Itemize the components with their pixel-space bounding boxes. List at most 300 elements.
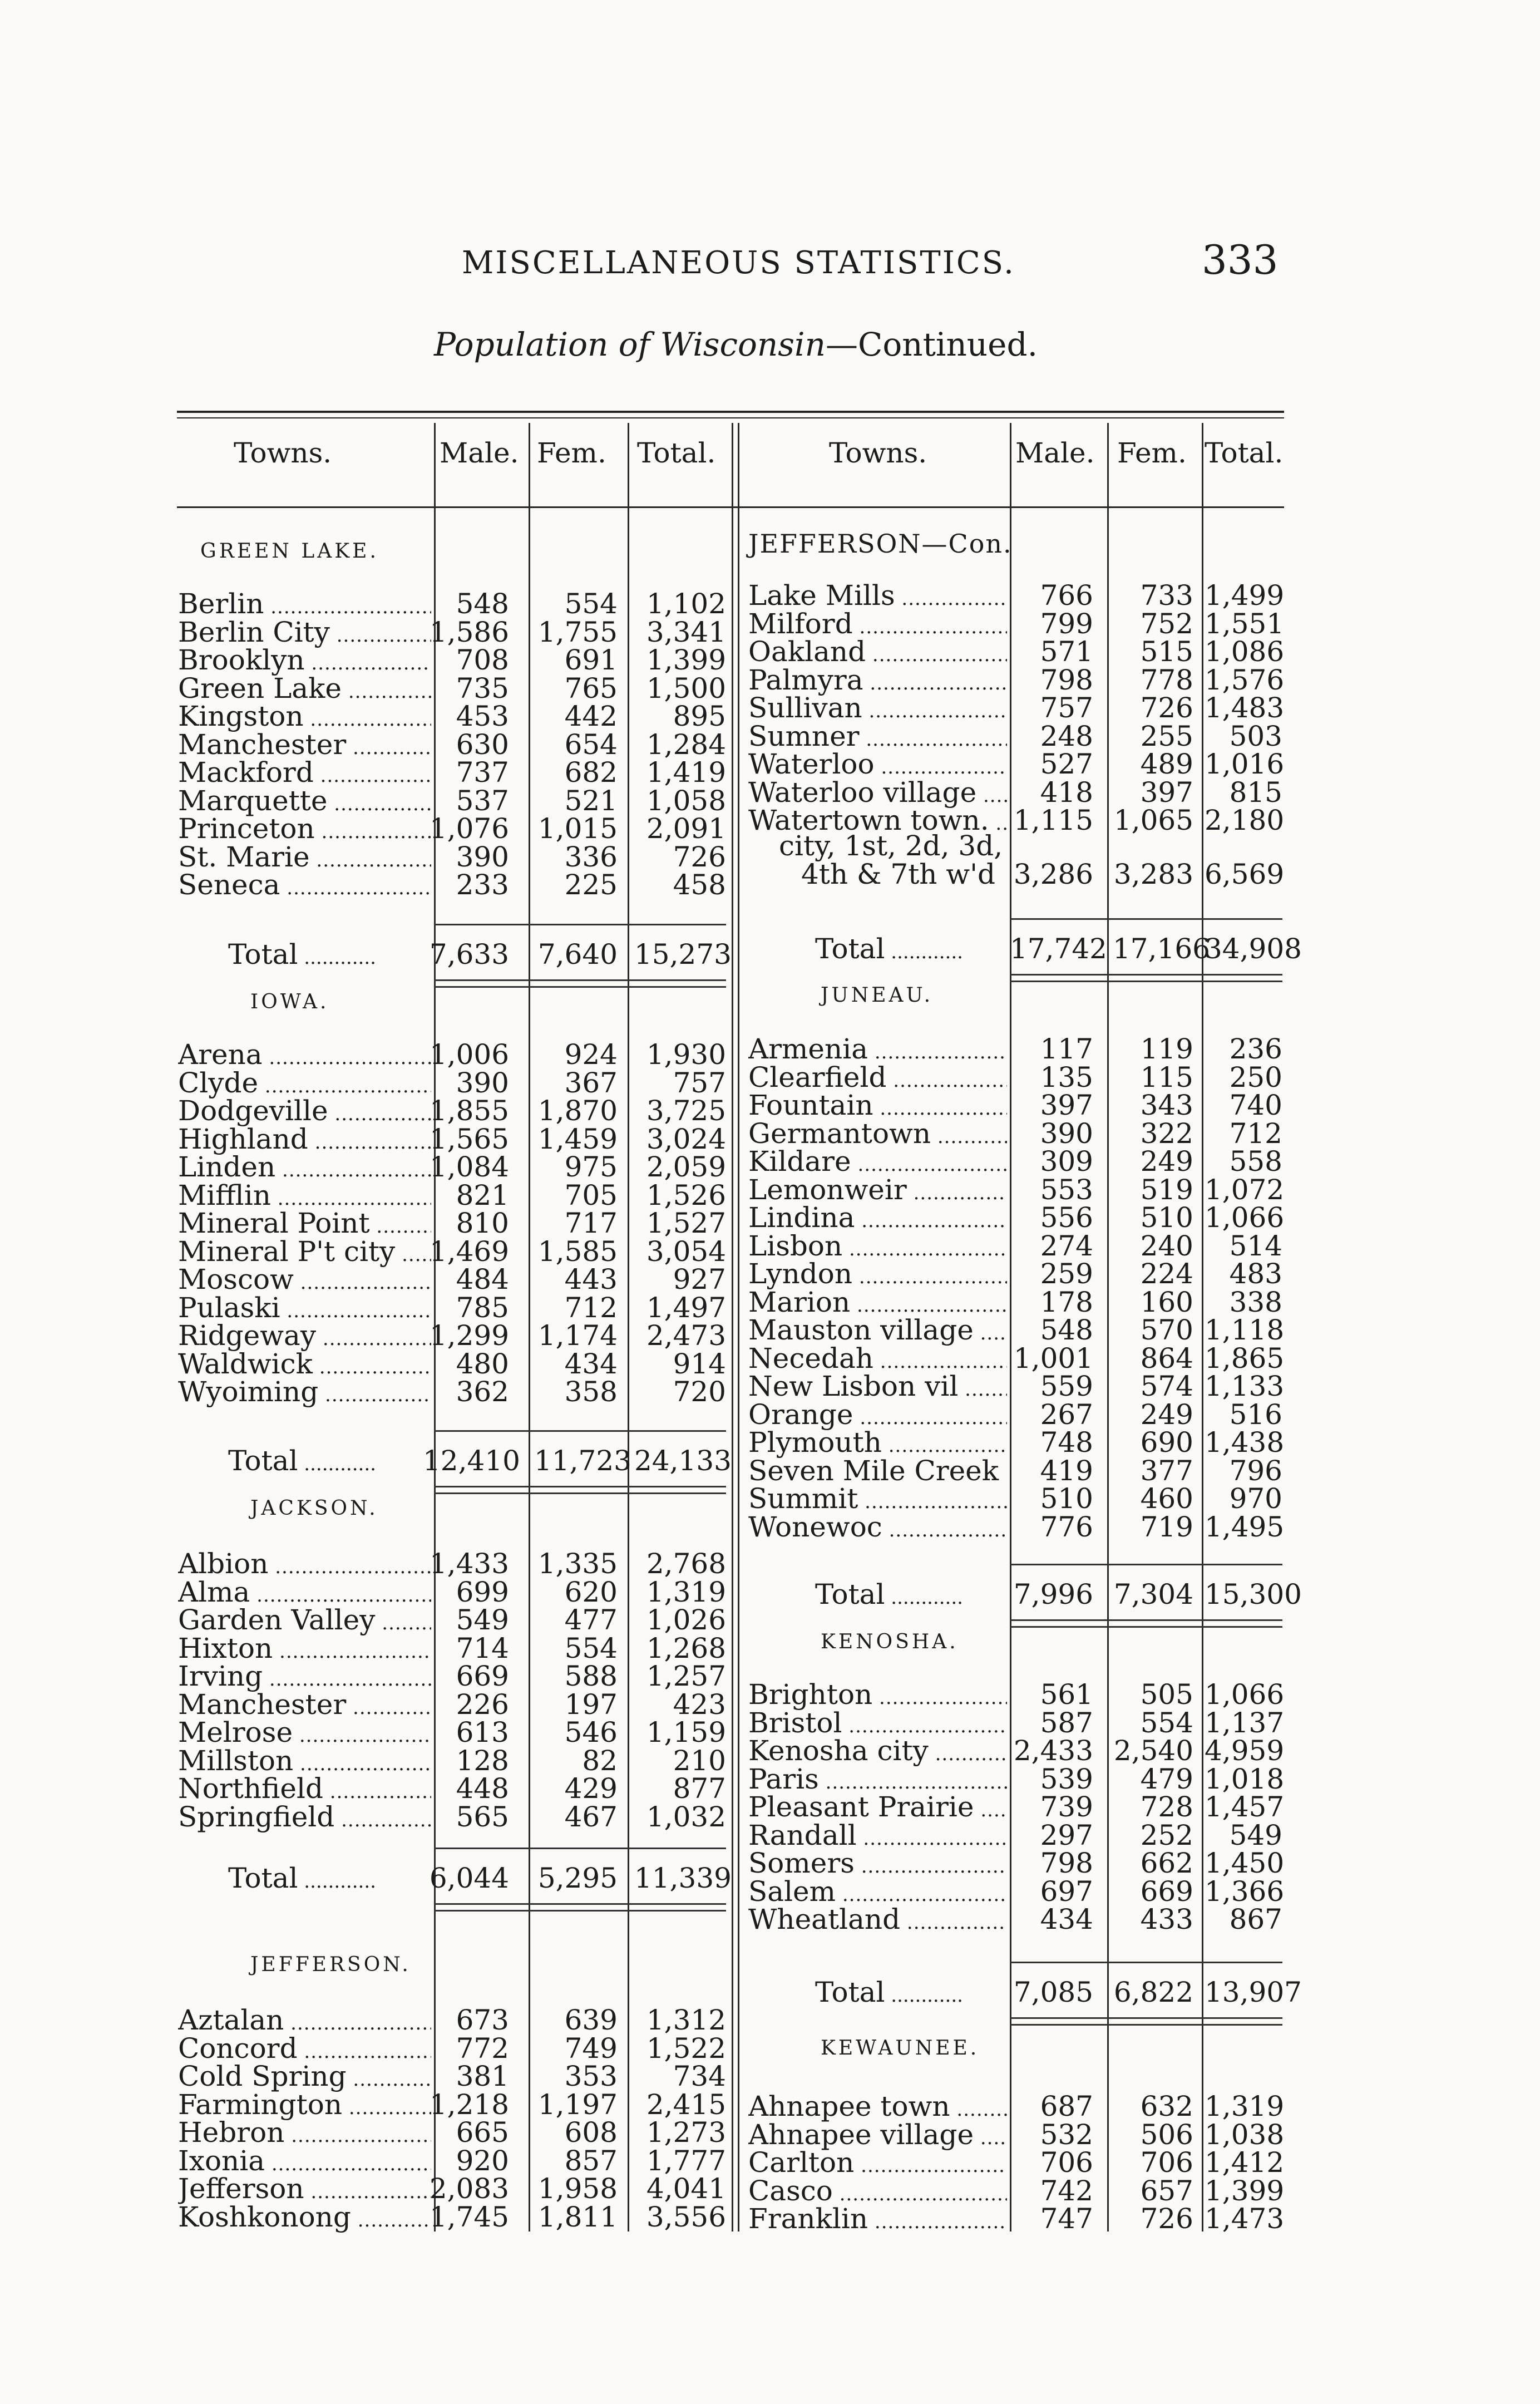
town-name: Manchester ..... bbox=[178, 731, 431, 762]
male-count: 548 bbox=[1040, 1314, 1093, 1346]
center-rule bbox=[738, 423, 739, 2231]
town-name: Necedah ..... bbox=[748, 1344, 1007, 1376]
table-row bbox=[748, 804, 1285, 836]
total-count: 1,268 bbox=[646, 1632, 726, 1664]
table-row bbox=[178, 1209, 726, 1237]
total-count: 514 bbox=[1229, 1229, 1282, 1262]
table-row bbox=[748, 748, 1285, 780]
table-row bbox=[748, 1510, 1285, 1543]
female-count: 717 bbox=[564, 1207, 618, 1239]
table-row bbox=[748, 1117, 1282, 1150]
female-count: 336 bbox=[564, 840, 618, 873]
female-count: 1,870 bbox=[537, 1095, 618, 1127]
town-name: Melrose ..... bbox=[178, 1718, 431, 1750]
male-count: 259 bbox=[1040, 1258, 1093, 1290]
town-name: Lindina ..... bbox=[748, 1204, 1007, 1235]
female-count: 2,540 bbox=[1113, 1735, 1193, 1767]
male-count: 233 bbox=[456, 869, 509, 901]
town-name: Brighton ..... bbox=[748, 1681, 1007, 1712]
town-name: Somers ..... bbox=[748, 1849, 1007, 1880]
table-row bbox=[178, 1800, 726, 1833]
total-count: 1,483 bbox=[1205, 692, 1285, 724]
total-count: 3,024 bbox=[646, 1122, 726, 1155]
town-name: Farmington ..... bbox=[178, 2091, 431, 2122]
col-head-male-right: Male. bbox=[1015, 437, 1095, 469]
table-row bbox=[178, 812, 726, 845]
total-count: 1,118 bbox=[1205, 1314, 1285, 1346]
total-count: 1,930 bbox=[646, 1038, 726, 1071]
town-name: New Lisbon vil ..... bbox=[748, 1372, 1007, 1403]
male-count: 553 bbox=[1040, 1173, 1093, 1206]
female-count: 608 bbox=[564, 2116, 618, 2149]
female-count: 726 bbox=[1140, 2203, 1193, 2235]
total-count: 2,091 bbox=[646, 812, 726, 845]
total-count: 1,026 bbox=[646, 1604, 726, 1636]
town-name: Armenia ..... bbox=[748, 1035, 1007, 1066]
section-heading: GREEN LAKE. bbox=[200, 540, 379, 563]
table-row bbox=[748, 776, 1282, 809]
total-count: 250 bbox=[1229, 1061, 1282, 1093]
table-row bbox=[178, 2062, 726, 2090]
total-count: 558 bbox=[1229, 1145, 1282, 1178]
total-row bbox=[748, 1976, 1302, 2008]
table-row bbox=[178, 1347, 726, 1380]
town-name: Princeton ..... bbox=[178, 815, 431, 846]
table-row bbox=[178, 646, 726, 674]
male-count: 248 bbox=[1040, 720, 1093, 752]
grand-total: 13,907 bbox=[1205, 1976, 1302, 2008]
total-count: 757 bbox=[673, 1066, 726, 1099]
total-count: 1,438 bbox=[1205, 1426, 1285, 1459]
male-count: 274 bbox=[1040, 1229, 1093, 1262]
male-count: 748 bbox=[1040, 1426, 1093, 1459]
table-row bbox=[748, 1905, 1282, 1933]
town-name: Concord ..... bbox=[178, 2034, 431, 2066]
male-count: 571 bbox=[1040, 636, 1093, 668]
left-column-panel bbox=[178, 0, 732, 2404]
female-count: 249 bbox=[1140, 1145, 1193, 1178]
town-name: Waterloo ..... bbox=[748, 750, 1007, 781]
town-name: Cold Spring ..... bbox=[178, 2062, 431, 2093]
town-name: Paris ..... bbox=[748, 1765, 1007, 1796]
male-count: 135 bbox=[1040, 1061, 1093, 1093]
male-count: 128 bbox=[456, 1744, 509, 1777]
total-count: 1,777 bbox=[646, 2144, 726, 2177]
town-name: Sumner ..... bbox=[748, 722, 1007, 753]
table-row bbox=[178, 1606, 726, 1634]
male-count: 362 bbox=[456, 1376, 509, 1408]
male-count: 2,083 bbox=[429, 2173, 509, 2205]
female-count: 632 bbox=[1140, 2090, 1193, 2122]
total-count: 1,284 bbox=[646, 728, 726, 761]
female-count: 712 bbox=[564, 1291, 618, 1324]
section-heading: JUNEAU. bbox=[821, 984, 934, 1007]
table-row bbox=[748, 858, 1285, 890]
female-count: 505 bbox=[1140, 1678, 1193, 1711]
center-rule bbox=[732, 423, 733, 2231]
total-count: 1,399 bbox=[646, 644, 726, 676]
male-count: 1,855 bbox=[429, 1095, 509, 1127]
female-count: 353 bbox=[564, 2060, 618, 2092]
female-count: 467 bbox=[564, 1800, 618, 1833]
male-count: 117 bbox=[1040, 1033, 1093, 1065]
male-count: 1,218 bbox=[429, 2088, 509, 2121]
male-count: 1,433 bbox=[429, 1548, 509, 1580]
total-count: 1,273 bbox=[646, 2116, 726, 2149]
female-count: 554 bbox=[564, 1632, 618, 1664]
female-count: 691 bbox=[564, 644, 618, 676]
male-count: 798 bbox=[1040, 663, 1093, 696]
town-name: Berlin City ..... bbox=[178, 618, 431, 649]
male-count: 739 bbox=[1040, 1791, 1093, 1823]
table-row bbox=[178, 1378, 726, 1406]
female-count: 719 bbox=[1140, 1510, 1193, 1543]
total-count: 4,959 bbox=[1205, 1735, 1285, 1767]
total-row bbox=[178, 938, 732, 971]
table-row bbox=[178, 672, 726, 705]
male-count: 390 bbox=[456, 1066, 509, 1099]
town-name: Wonewoc ..... bbox=[748, 1513, 1007, 1544]
total-label: Total ..... bbox=[815, 1978, 963, 2009]
town-name: Mifflin ..... bbox=[178, 1181, 431, 1213]
female-count: 515 bbox=[1140, 636, 1193, 668]
total-count: 734 bbox=[673, 2060, 726, 2092]
female-count: 975 bbox=[564, 1151, 618, 1183]
double-rule bbox=[434, 1910, 726, 1912]
female-count: 570 bbox=[1140, 1314, 1193, 1346]
male-total: 6,044 bbox=[429, 1862, 509, 1894]
town-name: Ridgeway ..... bbox=[178, 1322, 431, 1353]
male-count: 532 bbox=[1040, 2118, 1093, 2151]
table-row bbox=[178, 615, 726, 648]
male-count: 448 bbox=[456, 1772, 509, 1805]
town-name: Jefferson ..... bbox=[178, 2175, 431, 2206]
table-row bbox=[178, 1319, 726, 1352]
female-count: 252 bbox=[1140, 1819, 1193, 1851]
town-name: Garden Valley ..... bbox=[178, 1606, 431, 1637]
total-count: 2,415 bbox=[646, 2088, 726, 2121]
town-name: Salem ..... bbox=[748, 1878, 1007, 1909]
male-total: 7,633 bbox=[429, 938, 509, 971]
total-count: 210 bbox=[673, 1744, 726, 1777]
town-name: Green Lake ..... bbox=[178, 674, 431, 706]
male-count: 390 bbox=[1040, 1117, 1093, 1150]
female-count: 1,585 bbox=[537, 1235, 618, 1268]
male-count: 1,565 bbox=[429, 1122, 509, 1155]
table-row bbox=[748, 2090, 1285, 2122]
table-row bbox=[178, 1772, 726, 1805]
town-name: Northfield ..... bbox=[178, 1775, 431, 1806]
section-heading: JEFFERSON—Con. bbox=[748, 529, 1013, 559]
male-total: 17,742 bbox=[1010, 933, 1107, 965]
town-name: Lisbon ..... bbox=[748, 1232, 1007, 1263]
town-name: Marquette ..... bbox=[178, 787, 431, 818]
male-count: 1,084 bbox=[429, 1151, 509, 1183]
total-count: 1,865 bbox=[1205, 1342, 1285, 1375]
col-head-fem-left: Fem. bbox=[537, 437, 606, 469]
total-count: 1,072 bbox=[1205, 1173, 1285, 1206]
double-rule bbox=[1010, 981, 1282, 982]
female-count: 442 bbox=[564, 700, 618, 732]
female-count: 639 bbox=[564, 2004, 618, 2036]
town-name: Clearfield ..... bbox=[748, 1063, 1007, 1095]
total-count: 1,551 bbox=[1205, 607, 1285, 640]
town-name: Franklin ..... bbox=[748, 2205, 1007, 2236]
table-row bbox=[178, 2032, 726, 2065]
town-name: Alma ..... bbox=[178, 1578, 431, 1609]
total-label: Total ..... bbox=[228, 1864, 376, 1895]
female-count: 460 bbox=[1140, 1482, 1193, 1515]
total-count: 720 bbox=[673, 1376, 726, 1408]
total-count: 6,569 bbox=[1205, 858, 1285, 890]
table-row bbox=[748, 692, 1285, 724]
female-count: 255 bbox=[1140, 720, 1193, 752]
male-count: 613 bbox=[456, 1716, 509, 1748]
female-count: 1,335 bbox=[537, 1548, 618, 1580]
total-count: 516 bbox=[1229, 1398, 1282, 1431]
table-row bbox=[748, 722, 1282, 750]
total-count: 1,457 bbox=[1205, 1791, 1285, 1823]
table-row bbox=[178, 2116, 726, 2149]
female-count: 343 bbox=[1140, 1089, 1193, 1121]
female-count: 3,283 bbox=[1113, 858, 1193, 890]
total-count: 726 bbox=[673, 840, 726, 873]
town-name: Seven Mile Creek ..... bbox=[748, 1457, 1007, 1488]
table-row bbox=[178, 1097, 726, 1125]
town-name: Kingston ..... bbox=[178, 702, 431, 733]
male-count: 556 bbox=[1040, 1201, 1093, 1234]
grand-total: 34,908 bbox=[1205, 933, 1302, 965]
town-name: Mineral P't city ..... bbox=[178, 1238, 431, 1269]
town-name: Clyde ..... bbox=[178, 1069, 431, 1100]
male-count: 484 bbox=[456, 1263, 509, 1295]
town-name: Moscow ..... bbox=[178, 1265, 431, 1297]
total-count: 236 bbox=[1229, 1033, 1282, 1065]
double-rule bbox=[1010, 974, 1282, 976]
town-name: Waldwick ..... bbox=[178, 1350, 431, 1381]
male-count: 390 bbox=[456, 840, 509, 873]
town-name: Plymouth ..... bbox=[748, 1428, 1007, 1460]
table-row bbox=[178, 1718, 726, 1746]
double-rule bbox=[1010, 1619, 1282, 1621]
town-name: Casco ..... bbox=[748, 2177, 1007, 2208]
table-row bbox=[178, 1122, 726, 1155]
female-count: 160 bbox=[1140, 1285, 1193, 1318]
town-name: St. Marie ..... bbox=[178, 843, 431, 874]
female-count: 728 bbox=[1140, 1791, 1193, 1823]
town-name: Pleasant Prairie ..... bbox=[748, 1793, 1007, 1824]
table-row bbox=[748, 607, 1285, 640]
female-total: 7,640 bbox=[537, 938, 618, 971]
total-count: 1,366 bbox=[1205, 1875, 1285, 1908]
total-row bbox=[178, 1445, 732, 1477]
town-name: Berlin ..... bbox=[178, 590, 431, 621]
female-count: 1,015 bbox=[537, 812, 618, 845]
total-count: 1,312 bbox=[646, 2004, 726, 2036]
total-count: 3,556 bbox=[646, 2200, 726, 2233]
town-name: Randall ..... bbox=[748, 1821, 1007, 1853]
total-count: 3,054 bbox=[646, 1235, 726, 1268]
town-name: Orange ..... bbox=[748, 1401, 1007, 1432]
female-count: 521 bbox=[564, 784, 618, 817]
male-count: 539 bbox=[1040, 1762, 1093, 1795]
total-count: 2,473 bbox=[646, 1319, 726, 1352]
total-count: 1,450 bbox=[1205, 1847, 1285, 1879]
town-name: Lake Mills ..... bbox=[748, 582, 1007, 613]
table-row bbox=[178, 871, 726, 899]
table-row bbox=[748, 1342, 1285, 1375]
male-count: 742 bbox=[1040, 2174, 1093, 2207]
female-count: 519 bbox=[1140, 1173, 1193, 1206]
female-count: 1,197 bbox=[537, 2088, 618, 2121]
male-count: 561 bbox=[1040, 1678, 1093, 1711]
table-row bbox=[178, 756, 726, 789]
total-count: 1,399 bbox=[1205, 2174, 1285, 2207]
table-row bbox=[748, 1847, 1285, 1879]
female-count: 924 bbox=[564, 1038, 618, 1071]
male-count: 297 bbox=[1040, 1819, 1093, 1851]
male-count: 776 bbox=[1040, 1510, 1093, 1543]
male-count: 785 bbox=[456, 1291, 509, 1324]
town-name: Waterloo village ..... bbox=[748, 779, 1007, 810]
running-header: MISCELLANEOUS STATISTICS. bbox=[462, 245, 1015, 281]
sum-rule bbox=[1010, 1564, 1282, 1565]
female-count: 429 bbox=[564, 1772, 618, 1805]
table-row bbox=[178, 1744, 726, 1777]
female-count: 1,811 bbox=[537, 2200, 618, 2233]
table-row bbox=[178, 590, 726, 618]
total-count: 549 bbox=[1229, 1819, 1282, 1851]
female-count: 82 bbox=[582, 1744, 618, 1777]
male-count: 687 bbox=[1040, 2090, 1093, 2122]
total-row bbox=[748, 933, 1302, 965]
caption-italic: Population of Wisconsin bbox=[434, 326, 826, 363]
total-count: 1,473 bbox=[1205, 2203, 1285, 2235]
female-count: 249 bbox=[1140, 1398, 1193, 1431]
table-row bbox=[748, 636, 1285, 668]
sum-rule bbox=[1010, 1962, 1282, 1963]
town-name: Fountain ..... bbox=[748, 1091, 1007, 1122]
town-name: Carlton ..... bbox=[748, 2149, 1007, 2180]
total-count: 3,341 bbox=[646, 615, 726, 648]
total-count: 338 bbox=[1229, 1285, 1282, 1318]
female-count: 397 bbox=[1140, 776, 1193, 809]
col-head-towns-left: Towns. bbox=[234, 437, 332, 469]
female-count: 726 bbox=[1140, 692, 1193, 724]
female-count: 510 bbox=[1140, 1201, 1193, 1234]
section-heading: JACKSON. bbox=[250, 1497, 378, 1520]
total-count: 1,137 bbox=[1205, 1706, 1285, 1739]
female-count: 706 bbox=[1140, 2146, 1193, 2179]
male-count: 549 bbox=[456, 1604, 509, 1636]
female-count: 657 bbox=[1140, 2174, 1193, 2207]
total-count: 503 bbox=[1229, 720, 1282, 752]
section-heading: KEWAUNEE. bbox=[821, 2037, 980, 2060]
table-row bbox=[748, 1173, 1285, 1206]
table-row bbox=[178, 1575, 726, 1608]
female-count: 669 bbox=[1140, 1875, 1193, 1908]
male-count: 1,001 bbox=[1013, 1342, 1093, 1375]
male-count: 510 bbox=[1040, 1482, 1093, 1515]
table-row bbox=[748, 1201, 1285, 1234]
male-count: 178 bbox=[1040, 1285, 1093, 1318]
female-count: 434 bbox=[564, 1347, 618, 1380]
town-name: Mackford ..... bbox=[178, 758, 431, 790]
male-count: 1,299 bbox=[429, 1319, 509, 1352]
female-count: 662 bbox=[1140, 1847, 1193, 1879]
male-count: 453 bbox=[456, 700, 509, 732]
col-head-total-right: Total. bbox=[1205, 437, 1284, 469]
total-count: 1,257 bbox=[646, 1660, 726, 1692]
male-count: 418 bbox=[1040, 776, 1093, 809]
town-name: Bristol ..... bbox=[748, 1709, 1007, 1740]
total-count: 796 bbox=[1229, 1454, 1282, 1487]
male-count: 706 bbox=[1040, 2146, 1093, 2179]
table-row bbox=[748, 663, 1285, 696]
total-count: 1,527 bbox=[646, 1207, 726, 1239]
female-count: 705 bbox=[564, 1179, 618, 1211]
total-count: 1,500 bbox=[646, 672, 726, 705]
double-rule bbox=[434, 979, 726, 981]
total-count: 1,018 bbox=[1205, 1762, 1285, 1795]
table-row bbox=[178, 1066, 726, 1099]
female-count: 690 bbox=[1140, 1426, 1193, 1459]
table-row bbox=[748, 2174, 1285, 2207]
male-count: 480 bbox=[456, 1347, 509, 1380]
town-name: Brooklyn ..... bbox=[178, 646, 431, 677]
sum-rule bbox=[434, 1848, 726, 1849]
table-row bbox=[748, 1791, 1285, 1823]
table-row bbox=[178, 1265, 726, 1293]
town-name: Lemonweir ..... bbox=[748, 1176, 1007, 1207]
female-count: 433 bbox=[1140, 1903, 1193, 1935]
double-rule bbox=[1010, 2024, 1282, 2026]
female-count: 119 bbox=[1140, 1033, 1193, 1065]
female-count: 1,459 bbox=[537, 1122, 618, 1155]
double-rule bbox=[1010, 2017, 1282, 2019]
male-count: 772 bbox=[456, 2032, 509, 2065]
town-name: Aztalan ..... bbox=[178, 2006, 431, 2037]
male-count: 766 bbox=[1040, 579, 1093, 612]
town-name: Albion ..... bbox=[178, 1550, 431, 1581]
female-count: 479 bbox=[1140, 1762, 1193, 1795]
male-count: 1,115 bbox=[1013, 804, 1093, 836]
table-row bbox=[748, 579, 1285, 612]
male-count: 381 bbox=[456, 2060, 509, 2092]
male-count: 665 bbox=[456, 2116, 509, 2149]
male-count: 419 bbox=[1040, 1454, 1093, 1487]
table-row bbox=[178, 1291, 726, 1324]
town-name: Summit ..... bbox=[748, 1485, 1007, 1516]
sum-rule bbox=[434, 924, 726, 925]
female-count: 477 bbox=[564, 1604, 618, 1636]
table-row bbox=[748, 1370, 1285, 1402]
female-count: 620 bbox=[564, 1575, 618, 1608]
total-count: 815 bbox=[1229, 776, 1282, 809]
total-count: 1,499 bbox=[1205, 579, 1285, 612]
town-name: Hebron ..... bbox=[178, 2119, 431, 2150]
table-row bbox=[178, 2200, 726, 2233]
table-row bbox=[178, 2006, 726, 2034]
female-total: 5,295 bbox=[537, 1862, 618, 1894]
table-row bbox=[748, 2118, 1285, 2151]
table-row bbox=[748, 1426, 1285, 1459]
table-row bbox=[748, 1454, 1282, 1487]
female-count: 377 bbox=[1140, 1454, 1193, 1487]
total-count: 4,041 bbox=[646, 2173, 726, 2205]
total-count: 1,066 bbox=[1205, 1678, 1285, 1711]
total-count: 914 bbox=[673, 1347, 726, 1380]
